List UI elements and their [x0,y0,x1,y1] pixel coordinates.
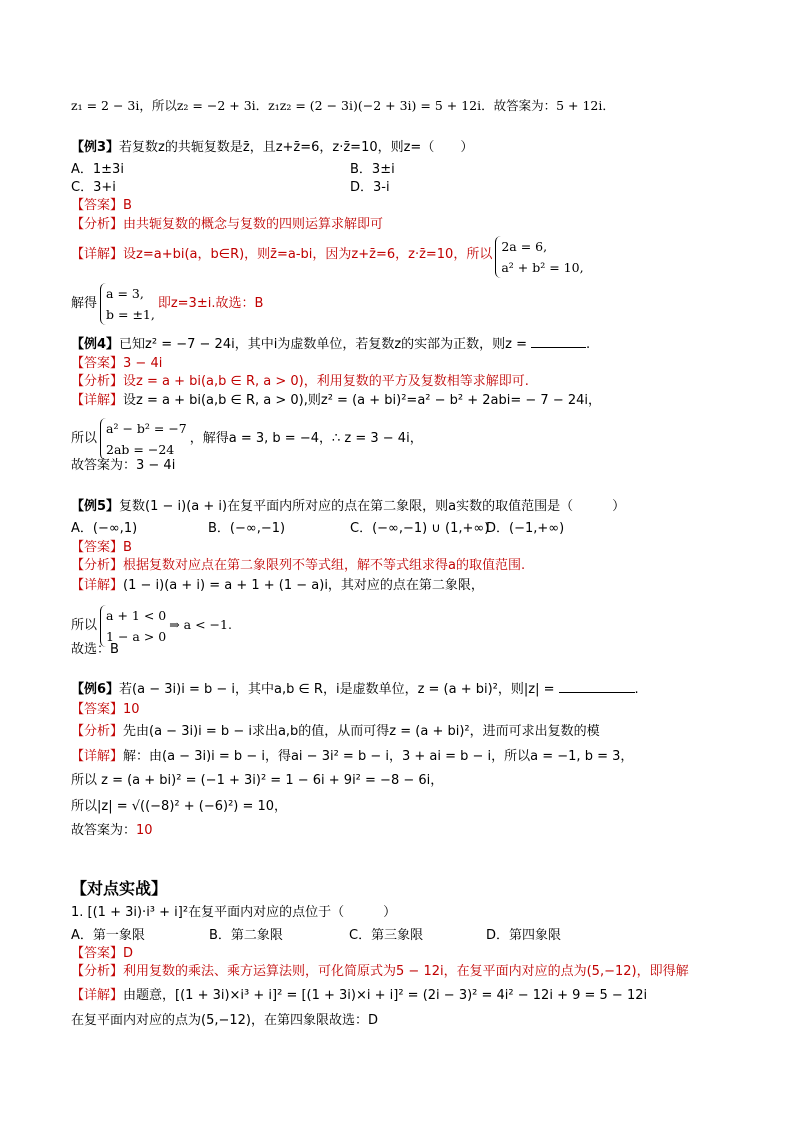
analysis-line [71,723,600,741]
detail-tag: 【详解】 [71,749,124,764]
answer-tag: 【答案】 [71,198,124,213]
final-answer: 故答案为：10 [71,823,153,838]
analysis-text: 由共轭复数的概念与复数的四则运算求解即可 [123,217,384,232]
detail-text: (1 − i)(a + i) = a + 1 + (1 − a)i，其对应的点在第二象限， [123,578,484,593]
option-a: A．1±3i [71,162,124,177]
practice-1-question: 1. [(1 + 3i)·i³ + i]²在复平面内对应的点位于（ ） [71,905,397,920]
answer-line [71,701,140,719]
analysis-text: 先由(a − 3i)i = b − i求出a,b的值，从而可得z = (a + bi)²，进而可求出复数的模 [123,724,600,739]
answer-value: 10 [123,702,140,717]
analysis-tag: 【分析】 [71,558,124,573]
solution-system: a = 3, b = ±1, [100,283,155,325]
detail-tag: 【详解】 [71,393,124,408]
answer-line [71,197,132,215]
detail-line-3: 所以|z| = √((−8)² + (−6)²) = 10， [71,799,288,814]
option-c: C．3+i [71,180,116,195]
detail-tag: 【详解】 [71,247,124,262]
final-answer: 故选：B [71,642,119,657]
example-4-question: 【例4】已知z² = −7 − 24i，其中i为虚数单位，若复数z的实部为正数，则z = . [71,337,591,352]
equation-system: 2a = 6, a² + b² = 10, [495,236,583,278]
question-text: 复数(1 − i)(a + i)在复平面内所对应的点在第二象限，则a实数的取值范围是（ ） [119,499,626,514]
solve-prefix: 解得 [71,296,98,311]
detail-line [71,748,633,766]
prev-answer-line: z₁ = 2 − 3i，所以z₂ = −2 + 3i．z₁z₂ = (2 − 3i)(−2 + 3i) = 5 + 12i．故答案为：5 + 12i． [71,98,615,113]
option-a: A．(−∞,1) [71,521,138,536]
example-tag: 【例6】 [71,682,120,697]
analysis-tag: 【分析】 [71,964,124,979]
example-tag: 【例3】 [71,140,120,155]
answer-tag: 【答案】 [71,946,124,961]
option-d: D．第四象限 [486,928,562,943]
analysis-line [71,373,529,391]
detail-line-2: 在复平面内对应的点为(5,−12)，在第四象限故选：D [71,1013,378,1028]
example-tag: 【例4】 [71,337,120,352]
option-b: B．第二象限 [209,928,283,943]
answer-blank [531,335,586,348]
answer-tag: 【答案】 [71,702,124,717]
so-prefix: 所以 [71,618,98,633]
answer-value: D [123,946,134,961]
final-answer: 故答案为：3 − 4i [71,458,176,473]
example-tag: 【例5】 [71,499,120,514]
solution-line [71,283,263,325]
analysis-line [71,963,689,981]
answer-value: B [123,198,132,213]
detail-text: 解：由(a − 3i)i = b − i，得ai − 3i² = b − i，3 + ai = b − i，所以a = −1, b = 3， [123,749,634,764]
example-3-question [71,139,473,157]
analysis-tag: 【分析】 [71,217,124,232]
option-d: D．3-i [350,180,390,195]
section-title: 【对点实战】 [71,879,168,898]
detail-line [71,987,647,1005]
analysis-line [71,557,525,575]
equation-system: a² − b² = −7 2ab = −24 [100,418,187,460]
option-c: C．第三象限 [349,928,424,943]
analysis-text: 根据复数对应点在第二象限列不等式组，解不等式组求得a的取值范围. [123,558,526,573]
final-value: 10 [136,823,153,838]
option-d: D．(−1,+∞) [486,521,565,536]
example-5-question [71,498,625,516]
question-text: 若复数z的共轭复数是z̄，且z+z̄=6，z·z̄=10，则z=（ ） [119,140,474,155]
detail-line-2: 所以 z = (a + bi)² = (−1 + 3i)² = 1 − 6i + 9i² = −8 − 6i， [71,773,444,788]
option-b: B．(−∞,−1) [208,521,286,536]
answer-tag: 【答案】 [71,540,124,555]
option-a: A．第一象限 [71,928,145,943]
example-6-question: 【例6】若(a − 3i)i = b − i，其中a,b ∈ R，i是虚数单位，z = (a + bi)²，则|z| = . [71,682,639,697]
answer-value: 3 − 4i [123,356,163,371]
answer-value: B [123,540,132,555]
solution-text: ，解得a = 3, b = −4，∴ z = 3 − 4i， [189,431,423,446]
analysis-tag: 【分析】 [71,724,124,739]
detail-line [71,392,601,410]
solution-text: 即z=3±i.故选：B [157,296,264,311]
detail-tag: 【详解】 [71,988,124,1003]
answer-line [71,355,162,373]
system-line [71,418,423,460]
detail-text: 由题意，[(1 + 3i)×i³ + i]² = [(1 + 3i)×i + i]² = (2i − 3)² = 4i² − 12i + 9 = 5 − 12i [123,988,648,1003]
solution-text: ⇒ a < −1. [169,617,232,632]
option-c: C．(−∞,−1) ∪ (1,+∞) [350,521,490,536]
detail-line [71,577,484,595]
so-prefix: 所以 [71,431,98,446]
detail-line [71,236,587,278]
answer-line [71,539,132,557]
detail-text: 设z = a + bi(a,b ∈ R, a > 0),则z² = (a + bi)²=a² − b² + 2abi= − 7 − 24i， [123,393,602,408]
answer-tag: 【答案】 [71,356,124,371]
analysis-text: 利用复数的乘法、乘方运算法则，可化简原式为5 − 12i，在复平面内对应的点为(5,−12)，即得解 [123,964,689,979]
answer-blank [559,680,635,693]
detail-text: 设z=a+bi(a，b∈R)，则z̄=a-bi，因为z+z̄=6，z·z̄=10，所以 [123,247,493,262]
option-b: B．3±i [350,162,395,177]
question-text: 若(a − 3i)i = b − i，其中a,b ∈ R，i是虚数单位，z = (a + bi)²，则|z| = [119,682,555,697]
analysis-text: 设z = a + bi(a,b ∈ R, a > 0)，利用复数的平方及复数相等求解即可. [123,374,529,389]
inequality-system: a + 1 < 0 1 − a > 0 [100,605,166,647]
analysis-line [71,216,383,234]
answer-line [71,945,133,963]
analysis-tag: 【分析】 [71,374,124,389]
detail-tag: 【详解】 [71,578,124,593]
question-text: 已知z² = −7 − 24i，其中i为虚数单位，若复数z的实部为正数，则z = [119,337,527,352]
